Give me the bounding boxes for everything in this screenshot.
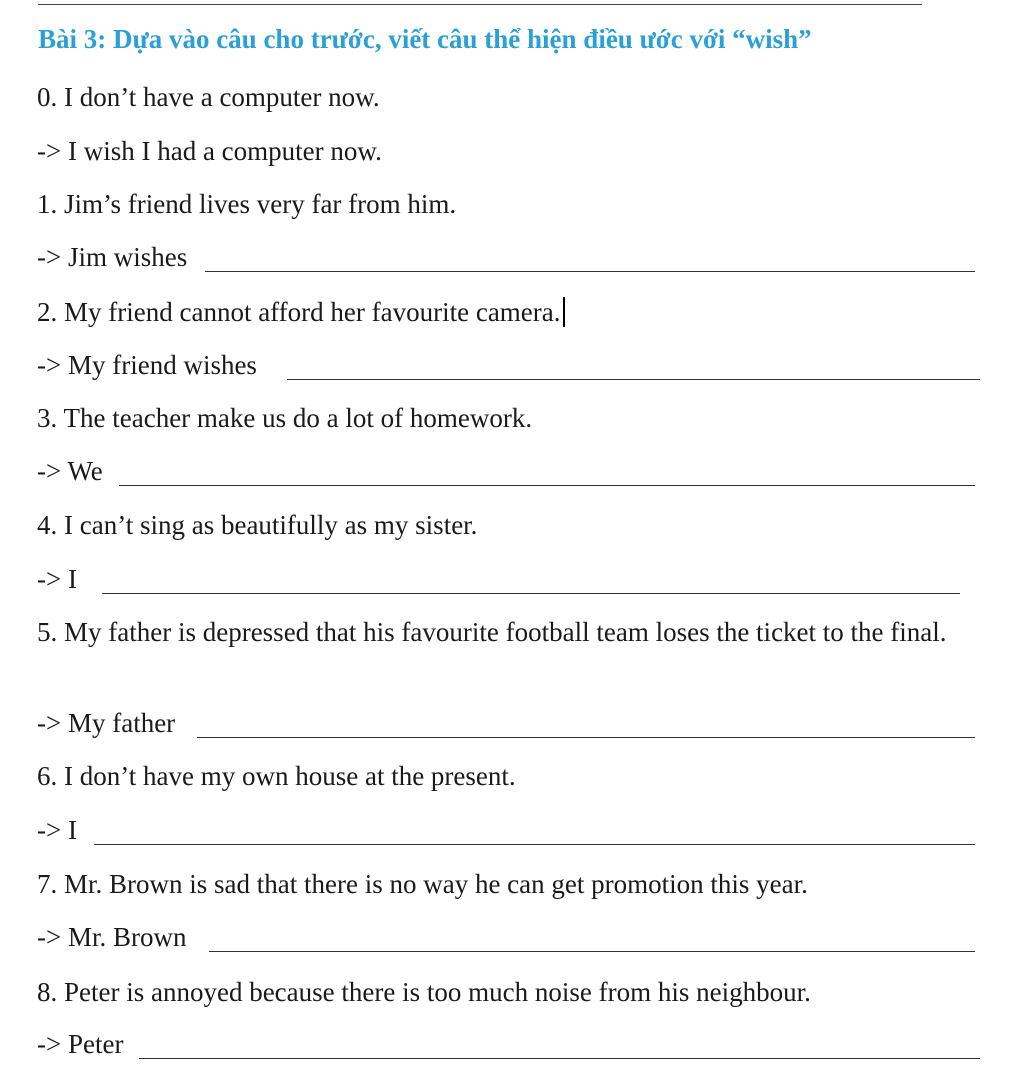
answer-prompt-6: -> I	[37, 815, 77, 845]
question-7: 7. Mr. Brown is sad that there is no way he can get promotion this year.	[37, 869, 808, 899]
answer-blank-7[interactable]	[209, 951, 975, 952]
answer-row-2	[37, 348, 982, 382]
answer-blank-3[interactable]	[119, 485, 975, 486]
answer-row-4	[37, 562, 962, 596]
question-1: 1. Jim’s friend lives very far from him.	[37, 189, 457, 219]
text-cursor	[563, 297, 565, 327]
answer-blank-6[interactable]	[94, 844, 975, 845]
question-6: 6. I don’t have my own house at the present.	[37, 761, 516, 791]
answer-prompt-3: -> We	[37, 456, 103, 486]
answer-prompt-8: -> Peter	[37, 1029, 124, 1059]
example-question: 0. I don’t have a computer now.	[37, 82, 380, 112]
answer-blank-5[interactable]	[197, 737, 975, 738]
example-answer: -> I wish I had a computer now.	[37, 136, 382, 166]
answer-blank-1[interactable]	[205, 271, 975, 272]
answer-blank-8[interactable]	[139, 1058, 980, 1059]
answer-row-5	[37, 706, 977, 740]
answer-prompt-2: -> My friend wishes	[37, 350, 257, 380]
answer-blank-4[interactable]	[102, 593, 960, 594]
answer-row-7	[37, 920, 977, 954]
answer-row-3	[37, 454, 977, 488]
answer-prompt-1: -> Jim wishes	[37, 242, 188, 272]
answer-prompt-4: -> I	[37, 564, 77, 594]
answer-prompt-7: -> Mr. Brown	[37, 922, 187, 952]
answer-blank-2[interactable]	[287, 379, 980, 380]
exercise-title: Bài 3: Dựa vào câu cho trước, viết câu thể hiện điều ước với “wish”	[38, 24, 812, 54]
question-8: 8. Peter is annoyed because there is too much noise from his neighbour.	[37, 977, 811, 1007]
answer-row-8	[37, 1027, 982, 1061]
question-2-text: 2. My friend cannot afford her favourite camera.	[37, 297, 561, 327]
question-5: 5. My father is depressed that his favourite football team loses the ticket to the final.	[37, 617, 947, 647]
question-3: 3. The teacher make us do a lot of homework.	[37, 403, 533, 433]
top-divider	[38, 4, 922, 5]
question-4: 4. I can’t sing as beautifully as my sister.	[37, 510, 478, 540]
question-2	[37, 295, 565, 329]
answer-row-1	[37, 240, 977, 274]
answer-row-6	[37, 813, 977, 847]
answer-prompt-5: -> My father	[37, 708, 176, 738]
